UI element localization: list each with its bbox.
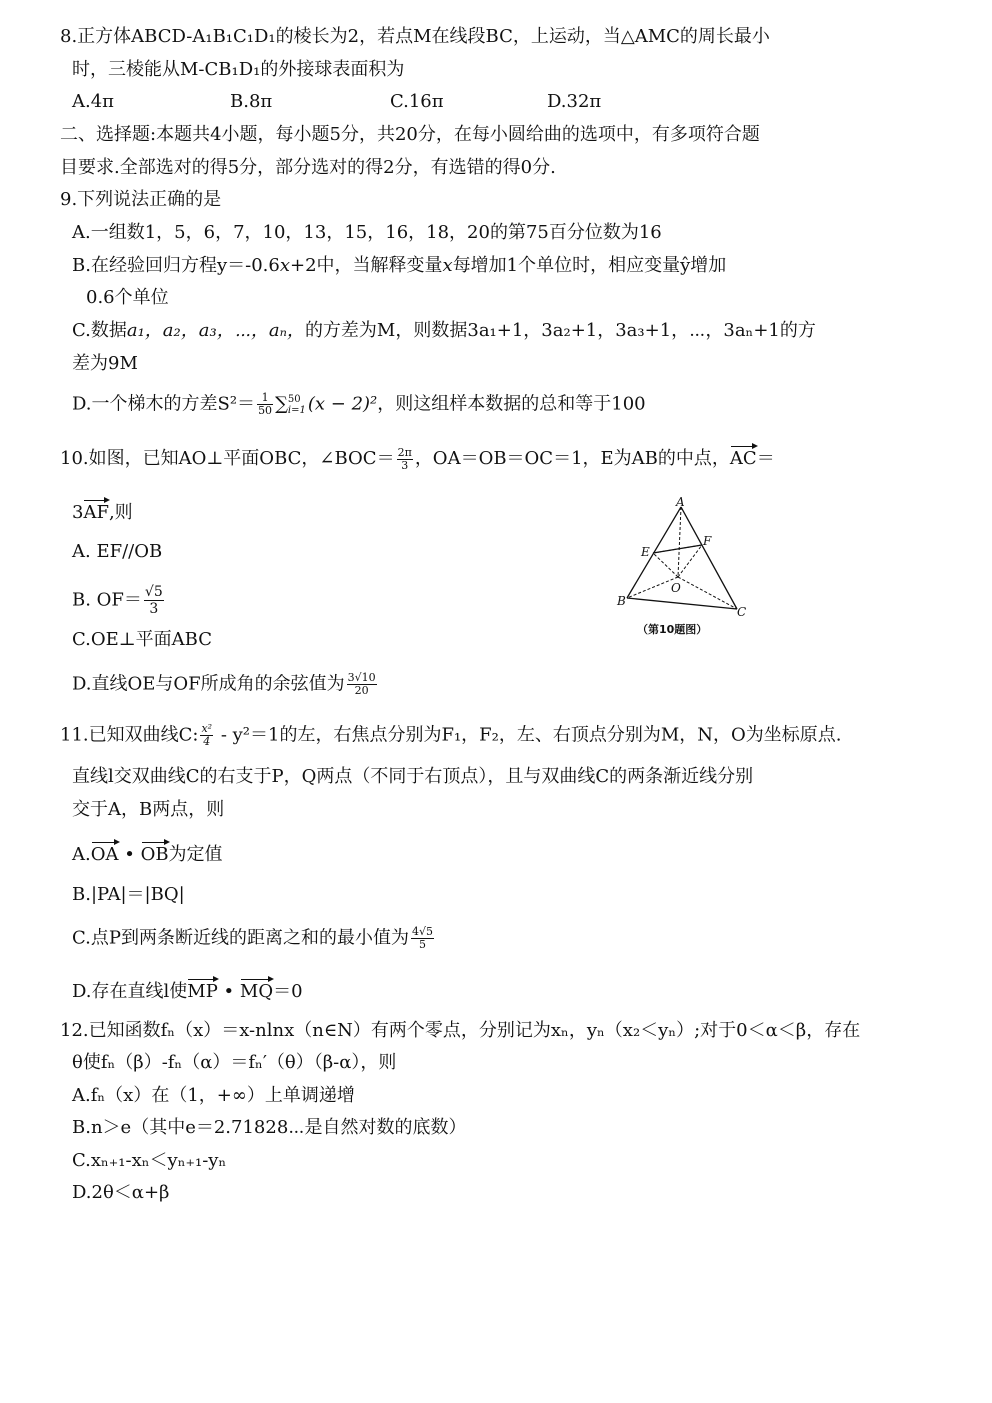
label-o: O (671, 581, 681, 595)
q12-option-a: A.fₙ（x）在（1，+∞）上单调递增 (72, 1085, 355, 1106)
q8-line2: 时，三棱能从M-CB₁D₁的外接球表面积为 (72, 59, 405, 80)
q10-line2-post: ,则 (108, 502, 133, 523)
q10-d-frac-den: 20 (354, 684, 369, 697)
q10-eq: ＝ (756, 448, 775, 469)
q9-d-expr: (x − 2)² (307, 393, 378, 415)
q11-frac-den: 4 (203, 735, 211, 748)
q10-d-frac-num: 3√10 (347, 671, 376, 684)
q11-stem (60, 723, 842, 748)
label-f: F (703, 534, 712, 548)
q10-d-pre: D.直线OE与OF所成角的余弦值为 (72, 673, 345, 695)
q9-d-fraction (257, 392, 273, 417)
q8-option-a: A.4π (72, 91, 115, 112)
q11-frac-num: x² (201, 722, 213, 735)
q11-vector-mq: MQ (240, 977, 273, 1004)
q11-option-a (72, 840, 223, 867)
q10-stem (60, 444, 775, 472)
section2-line2: 目要求.全部选对的得5分，部分选对的得2分，有选错的得0分. (60, 157, 556, 178)
q11-option-b: B.|PA|＝|BQ| (72, 884, 185, 905)
q10-frac-num: 2π (397, 445, 412, 459)
q9-c-list: a₁，a₂，a₃，⋯，aₙ， (126, 320, 305, 341)
q10-b-fraction (144, 584, 164, 617)
q12-line2: θ使fₙ（β）-fₙ（α）＝fₙ′（θ）（β-α），则 (72, 1052, 397, 1073)
q9-b-x: x (279, 255, 290, 276)
q9-option-b-line1 (72, 254, 726, 278)
q11-vector-oa: OA (91, 840, 119, 867)
q9-b-post: 每增加1个单位时，相应变量ŷ增加 (452, 255, 727, 276)
q11-c-frac-num: 4√5 (411, 925, 433, 938)
q11-stem-pre: 11.已知双曲线C: (60, 724, 199, 746)
q11-vector-ob: OB (141, 840, 169, 867)
label-a: A (676, 495, 685, 509)
q9-b-mid: +2中，当解释变量 (289, 255, 443, 276)
q10-b-frac-num: √5 (144, 584, 163, 600)
q10-b-pre: B. OF＝ (72, 589, 142, 611)
label-c: C (737, 605, 747, 619)
q9-d-frac-den: 50 (258, 404, 273, 417)
q10-d-fraction (347, 672, 377, 697)
q11-d-dot: • (217, 981, 240, 1002)
q8-line1: 8.正方体ABCD-A₁B₁C₁D₁的棱长为2，若点M在线段BC，上运动，当△AMC的周长最小 (60, 26, 770, 47)
q11-c-pre: C.点P到两条断近线的距离之和的最小值为 (72, 927, 409, 949)
q10-option-c: C.OE⊥平面ABC (72, 629, 213, 650)
figure-caption: （第10题图） (637, 623, 708, 636)
q9-b-pre: B.在经验回归方程y＝-0.6 (72, 255, 280, 276)
q10-b-frac-den: 3 (149, 601, 159, 617)
q9-d-pre: D.一个梯木的方差S²＝ (72, 393, 256, 415)
q9-c-post: 的方差为M，则数据3a₁+1，3a₂+1，3a₃+1，⋯，3aₙ+1的方 (304, 320, 816, 341)
q12-option-d: D.2θ＜α+β (72, 1182, 170, 1203)
q8-option-c: C.16π (390, 91, 444, 112)
label-b: B (617, 594, 626, 608)
q10-angle-fraction (397, 447, 413, 472)
q10-vector-ac: AC (730, 444, 757, 471)
q9-option-c-line2: 差为9M (72, 353, 138, 374)
q11-a-post: 为定值 (168, 844, 223, 865)
q9-option-d (72, 392, 646, 417)
q11-option-d (72, 977, 303, 1004)
q11-line3: 交于A，B两点，则 (72, 799, 225, 820)
q11-a-dot: • (118, 844, 141, 865)
q9-b-x2: x (442, 255, 453, 276)
q11-c-fraction (411, 926, 434, 951)
q11-option-c (72, 926, 436, 951)
q9-d-post: ，则这组样本数据的总和等于100 (377, 393, 646, 415)
q11-a-pre: A. (72, 844, 91, 865)
q11-d-pre: D.存在直线l使 (72, 981, 188, 1002)
q9-option-a: A.一组数1，5，6，7，10，13，15，16，18，20的第75百分位数为16 (72, 222, 662, 243)
edge-bc (627, 598, 737, 609)
section2-line1: 二、选择题:本题共4小题，每小题5分，共20分，在每小圆给曲的选项中，有多项符合题 (60, 124, 760, 145)
q9-d-sum-limits (288, 394, 306, 416)
q10-line2-pre: 3 (72, 502, 84, 523)
q10-option-a: A. EF//OB (72, 541, 163, 562)
q9-d-sum-bottom: i=1 (287, 404, 306, 416)
q9-c-pre: C.数据 (72, 320, 127, 341)
q9-option-b-line2: 0.6个单位 (86, 287, 169, 308)
q9-d-sum: ∑ (275, 393, 288, 415)
q11-d-post: ＝0 (273, 981, 303, 1002)
q10-line2 (72, 498, 133, 525)
q11-line2: 直线l交双曲线C的右支于P，Q两点（不同于右顶点），且与双曲线C的两条渐近线分别 (72, 766, 754, 787)
q10-stem-pre: 10.如图，已知AO⊥平面OBC，∠BOC＝ (60, 448, 395, 469)
q10-frac-den: 3 (401, 458, 409, 472)
edge-oe (653, 553, 678, 577)
q12-option-b: B.n＞e（其中e＝2.71828⋯是自然对数的底数） (72, 1117, 467, 1138)
q8-option-d: D.32π (547, 91, 602, 112)
q10-tetrahedron-figure (615, 495, 750, 640)
label-e: E (641, 545, 650, 559)
q10-vector-af: AF (83, 498, 109, 525)
edge-ao (678, 507, 681, 577)
q10-option-d (72, 672, 379, 697)
q11-vector-mp: MP (187, 977, 218, 1004)
q12-line1: 12.已知函数fₙ（x）＝x-nlnx（n∈N）有两个零点，分别记为xₙ，yₙ（x₂＜yₙ）;对于0＜α＜β，存在 (60, 1020, 861, 1041)
q11-fraction (200, 723, 213, 748)
q12-option-c: C.xₙ₊₁-xₙ＜yₙ₊₁-yₙ (72, 1150, 227, 1171)
q9-option-c-line1 (72, 319, 816, 343)
q9-stem: 9.下列说法正确的是 (60, 189, 222, 210)
q9-d-sum-top: 50 (287, 393, 301, 405)
q11-stem-post: - y²＝1的左，右焦点分别为F₁，F₂，左、右顶点分别为M，N，O为坐标原点. (215, 724, 842, 746)
q8-option-b: B.8π (230, 91, 273, 112)
q10-option-b (72, 584, 166, 617)
q9-d-frac-num: 1 (257, 392, 273, 405)
q11-c-frac-den: 5 (418, 938, 426, 951)
q10-stem-post: ，OA＝OB＝OC＝1，E为AB的中点， (414, 448, 730, 469)
edge-of (678, 545, 702, 577)
